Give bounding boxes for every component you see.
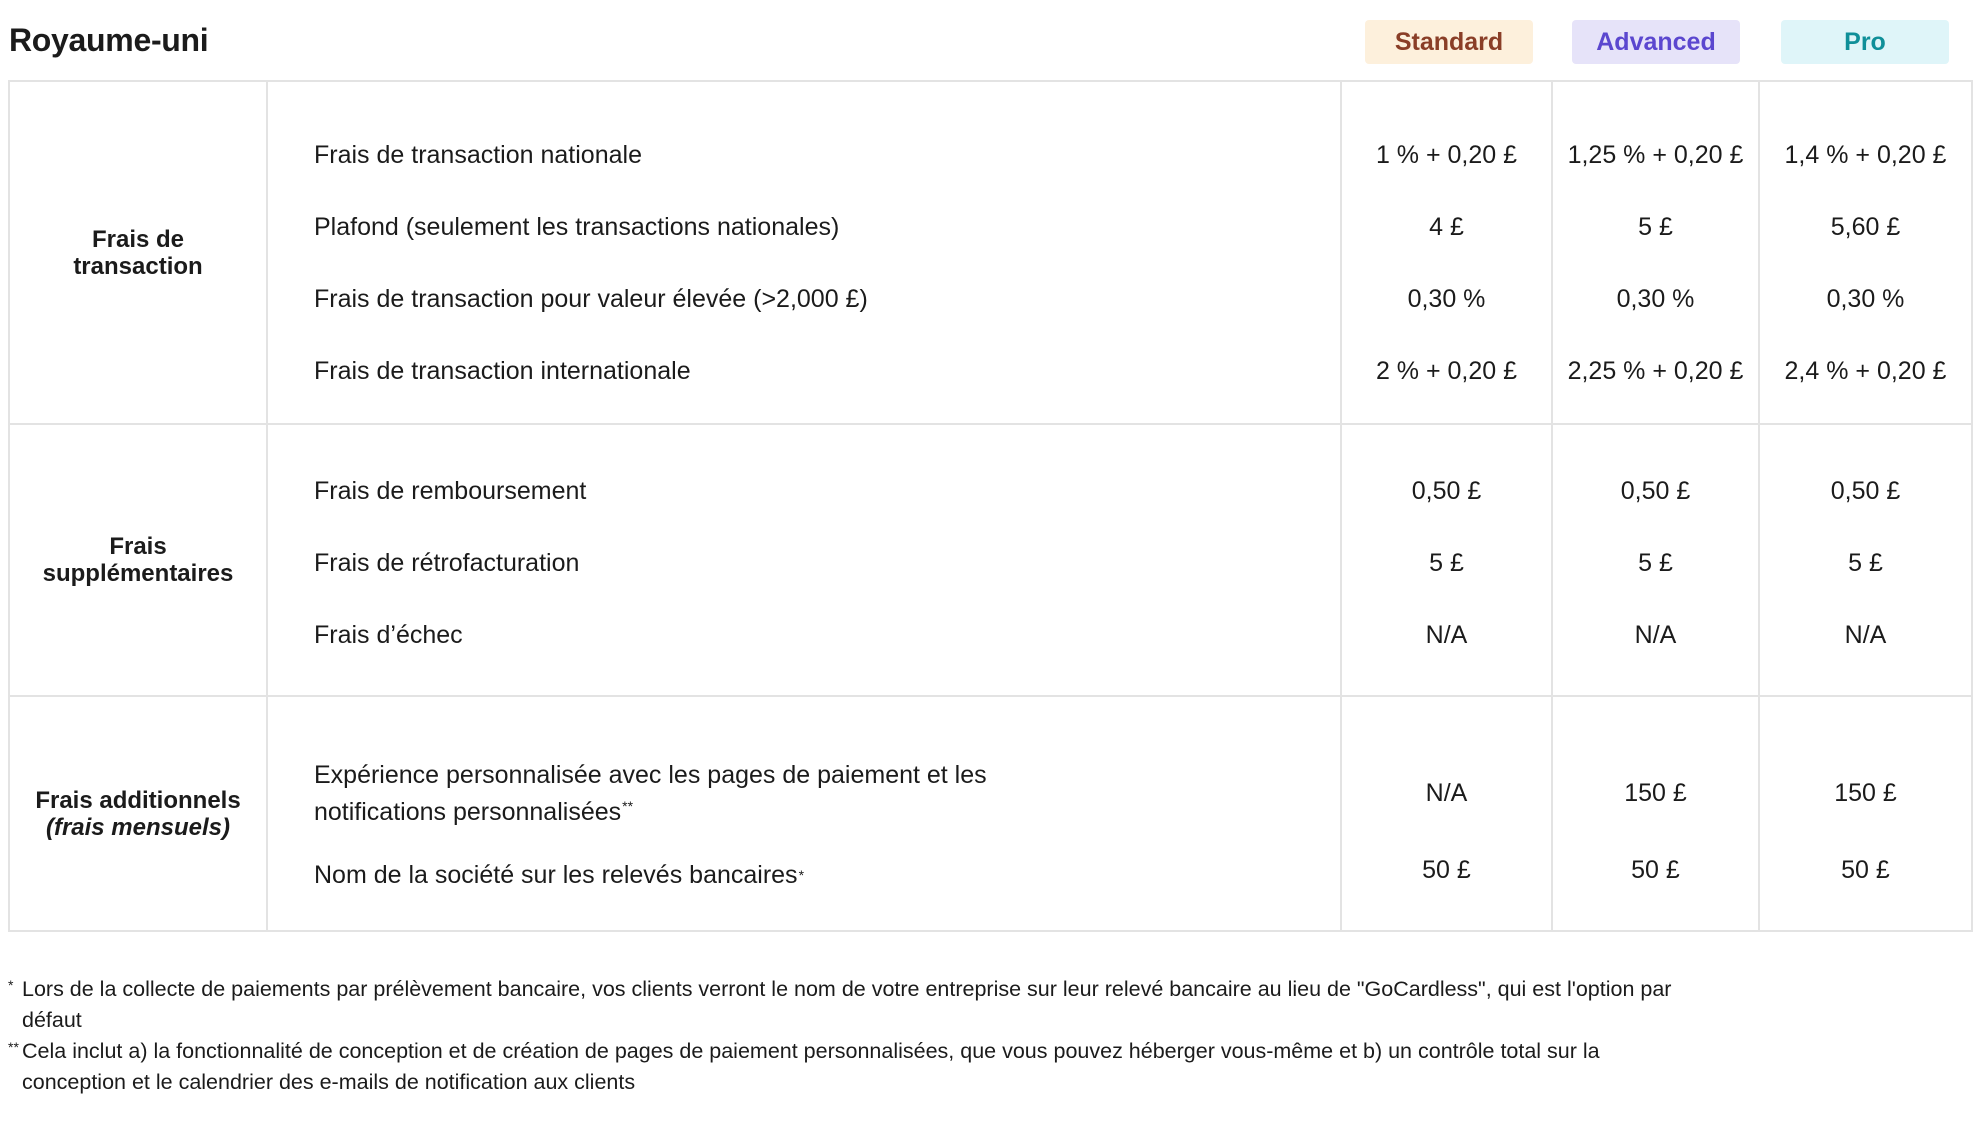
pro-value: 0,50 £ [1830, 476, 1901, 505]
advanced-value: N/A [1634, 620, 1677, 649]
pro-value: 5,60 £ [1830, 213, 1901, 241]
standard-value: 4 £ [1429, 213, 1464, 241]
standard-value: 0,50 £ [1411, 476, 1482, 505]
footnote [8, 974, 1708, 1036]
row-label: Nom de la société sur les relevés bancaires [314, 861, 798, 889]
pro-value: 0,30 % [1826, 285, 1905, 313]
section-transaction-fees [9, 81, 1972, 424]
row-label: Frais d’échec [314, 620, 463, 649]
row-label: Frais de transaction pour valeur élevée (>2,000 £) [314, 285, 868, 313]
footnote-text: Lors de la collecte de paiements par prélèvement bancaire, vos clients verront le nom de votre entreprise sur leur relevé bancaire au lieu de "GoCardless", qui est l'option par défaut [22, 977, 1672, 1032]
row-label: Plafond (seulement les transactions nationales) [314, 213, 840, 241]
category-cell [9, 81, 267, 424]
category-label: supplémentaires [42, 560, 234, 587]
pro-values [1759, 81, 1972, 424]
advanced-value: 2,25 % + 0,20 £ [1567, 357, 1744, 385]
category-label: Frais [109, 533, 167, 560]
standard-value: N/A [1425, 779, 1468, 807]
footnotes [8, 974, 1708, 1098]
row-label-line1: Expérience personnalisée avec les pages de paiement et les [314, 760, 987, 789]
standard-value: 1 % + 0,20 £ [1375, 141, 1518, 169]
footnote-mark: * [8, 977, 14, 993]
fee-table [8, 80, 1973, 932]
label-cell [267, 81, 1341, 424]
category-label: Frais de [91, 225, 185, 253]
advanced-value: 5 £ [1638, 213, 1673, 241]
pro-value: 5 £ [1848, 548, 1883, 577]
standard-value: 50 £ [1422, 856, 1471, 884]
advanced-value: 150 £ [1624, 779, 1687, 807]
standard-values [1341, 81, 1552, 424]
label-cell [267, 696, 1341, 931]
row-label-line2: notifications personnalisées [314, 797, 622, 826]
pro-value: 1,4 % + 0,20 £ [1784, 141, 1947, 169]
pro-value: 50 £ [1841, 856, 1890, 884]
category-label: transaction [73, 252, 203, 280]
category-cell [9, 696, 267, 931]
standard-value: 2 % + 0,20 £ [1375, 357, 1518, 385]
footnote-mark: ** [8, 1039, 19, 1055]
plan-badge-pro: Pro [1781, 20, 1949, 64]
advanced-value: 0,30 % [1616, 285, 1695, 313]
footnote [8, 1036, 1708, 1098]
category-label: Frais additionnels [35, 786, 241, 814]
advanced-value: 1,25 % + 0,20 £ [1567, 141, 1744, 169]
row-label: Frais de rétrofacturation [314, 548, 580, 577]
standard-value: N/A [1425, 620, 1468, 649]
standard-values [1341, 424, 1552, 696]
label-cell [267, 424, 1341, 696]
pro-value: 2,4 % + 0,20 £ [1784, 357, 1947, 385]
standard-values [1341, 696, 1552, 931]
advanced-value: 5 £ [1638, 548, 1673, 577]
row-label: Frais de transaction nationale [314, 141, 642, 169]
pro-values [1759, 696, 1972, 931]
category-sublabel: (frais mensuels) [45, 813, 231, 841]
advanced-values [1552, 424, 1759, 696]
row-label: Frais de remboursement [314, 476, 587, 505]
advanced-values [1552, 81, 1759, 424]
standard-value: 0,30 % [1407, 285, 1486, 313]
row-label-wrap [268, 833, 1340, 909]
footnote-marker: ** [622, 797, 634, 814]
advanced-value: 0,50 £ [1620, 476, 1691, 505]
pro-value: N/A [1844, 620, 1887, 649]
pro-value: 150 £ [1834, 779, 1897, 807]
advanced-value: 50 £ [1631, 856, 1680, 884]
footnote-marker: * [798, 867, 805, 883]
section-additional-fees [9, 424, 1972, 696]
row-label-multiline [268, 755, 1340, 833]
advanced-values [1552, 696, 1759, 931]
standard-value: 5 £ [1429, 548, 1464, 577]
pro-values [1759, 424, 1972, 696]
footnote-text: Cela inclut a) la fonctionnalité de conception et de création de pages de paiement personnalisées, que vous pouvez héberger vous-même et b) un contrôle total sur la conception et le calendrier des e-mails de notification aux clients [22, 1039, 1600, 1094]
row-label: Frais de transaction internationale [314, 357, 691, 385]
plan-badge-standard: Standard [1365, 20, 1533, 64]
plan-badge-advanced: Advanced [1572, 20, 1740, 64]
page-title: Royaume-uni [9, 22, 209, 58]
section-monthly-fees [9, 696, 1972, 931]
category-cell [9, 424, 267, 696]
